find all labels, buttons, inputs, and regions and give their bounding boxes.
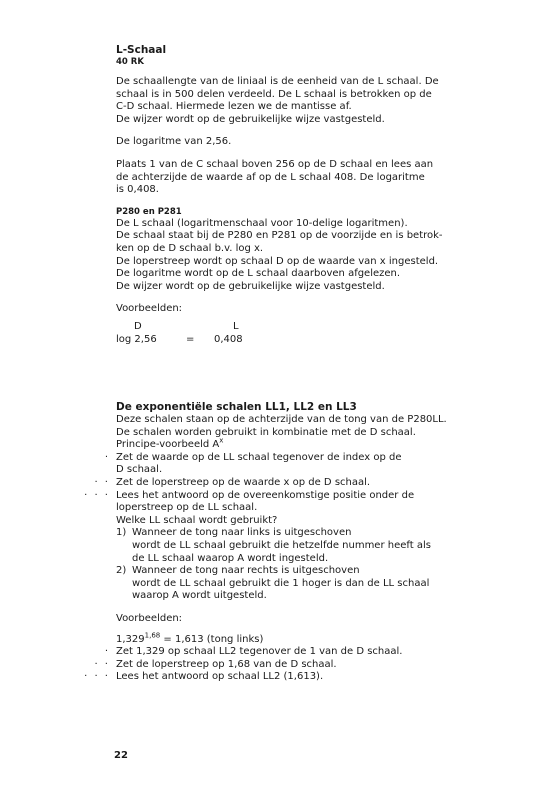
- paragraph-line: De wijzer wordt op de gebruikelijke wijze vastgesteld.: [116, 280, 385, 292]
- step-dots: · · ·: [84, 489, 110, 501]
- paragraph-line: De schaallengte van de liniaal is de eenheid van de L schaal. De: [116, 76, 439, 87]
- example-header-row: [116, 320, 462, 333]
- step-item: · · Zet de loperstreep op de waarde x op de D schaal.: [116, 477, 462, 490]
- paragraph-line: De schalen worden gebruikt in kombinatie met de D schaal.: [116, 426, 416, 438]
- example-step: · · · Lees het antwoord op schaal LL2 (1,613).: [116, 671, 462, 684]
- paragraph-line: De logaritme van 2,56.: [116, 136, 232, 148]
- section-subtitle-p280: P280 en P281: [116, 206, 182, 217]
- section-exponential: [84, 401, 462, 684]
- paragraph-line: C-D schaal. Hiermede lezen we de mantisse af.: [116, 101, 352, 113]
- example-result: 0,408: [214, 333, 243, 345]
- step-item: · · · Lees het antwoord op de overeenkomstige positie onder de loperstreep op de LL schaal.: [116, 490, 462, 515]
- step-dots: ·: [104, 451, 110, 463]
- section-title: L-Schaal: [116, 44, 167, 56]
- question-line: Welke LL schaal wordt gebruikt?: [116, 514, 278, 526]
- examples-label: Voorbeelden:: [116, 612, 183, 624]
- principle-line: Principe-voorbeeld $A^x$: [116, 436, 224, 451]
- examples-label: Voorbeelden:: [116, 303, 183, 315]
- example-expression: log 2,56: [116, 333, 157, 345]
- paragraph-line: De wijzer wordt op de gebruikelijke wijze vastgesteld.: [116, 113, 385, 125]
- paragraph-line: De loperstreep wordt op schaal D op de waarde van x ingesteld.: [116, 255, 439, 267]
- section-l-schaal: [116, 44, 462, 346]
- column-d-label: D: [134, 320, 142, 332]
- step-dots: · ·: [94, 658, 110, 670]
- section-subtitle: 40 RK: [116, 57, 144, 67]
- paragraph-line: De logaritme wordt op de L schaal daarboven afgelezen.: [116, 268, 401, 280]
- case-number: 2): [116, 565, 127, 577]
- paragraph-line: is 0,408.: [116, 184, 159, 196]
- example-step: · · Zet de loperstreep op 1,68 van de D schaal.: [116, 659, 462, 672]
- case-item: 2) Wanneer de tong naar rechts is uitgeschoven wordt de LL schaal gebruikt die 1 hoger is dan de LL schaal waarop A wordt uitgesteld.: [116, 565, 430, 602]
- section-title: De exponentiële schalen LL1, LL2 en LL3: [116, 401, 357, 413]
- formula-line: $1,329^{1,68} = 1,613$ (tong links): [116, 631, 264, 645]
- page-number: 22: [114, 750, 128, 761]
- paragraph-line: Deze schalen staan op de achterzijde van de tong van de P280LL.: [116, 414, 447, 425]
- step-dots: ·: [104, 646, 110, 658]
- paragraph-line: De schaal staat bij de P280 en P281 op de voorzijde en is betrok-: [116, 230, 443, 242]
- case-number: 1): [116, 527, 127, 539]
- example-equals: =: [186, 333, 195, 345]
- paragraph-line: de achterzijde de waarde af op de L schaal 408. De logaritme: [116, 171, 425, 183]
- paragraph-line: ken op de D schaal b.v. log x.: [116, 242, 264, 254]
- example-step: · Zet 1,329 op schaal LL2 tegenover de 1 van de D schaal.: [116, 646, 462, 659]
- paragraph-line: schaal is in 500 delen verdeeld. De L schaal is betrokken op de: [116, 88, 432, 100]
- paragraph-line: Plaats 1 van de C schaal boven 256 op de D schaal en lees aan: [116, 158, 434, 170]
- step-dots: · · ·: [84, 671, 110, 683]
- column-l-label: L: [233, 320, 239, 332]
- example-row: [116, 333, 462, 346]
- step-dots: · ·: [94, 476, 110, 488]
- case-item: 1) Wanneer de tong naar links is uitgeschoven wordt de LL schaal gebruikt die hetzelfde nummer heeft als de LL schaal waarop A wordt ingesteld.: [116, 527, 431, 564]
- paragraph-line: De L schaal (logaritmenschaal voor 10-delige logaritmen).: [116, 217, 408, 229]
- step-item: · Zet de waarde op de LL schaal tegenover de index op de D schaal.: [116, 452, 462, 477]
